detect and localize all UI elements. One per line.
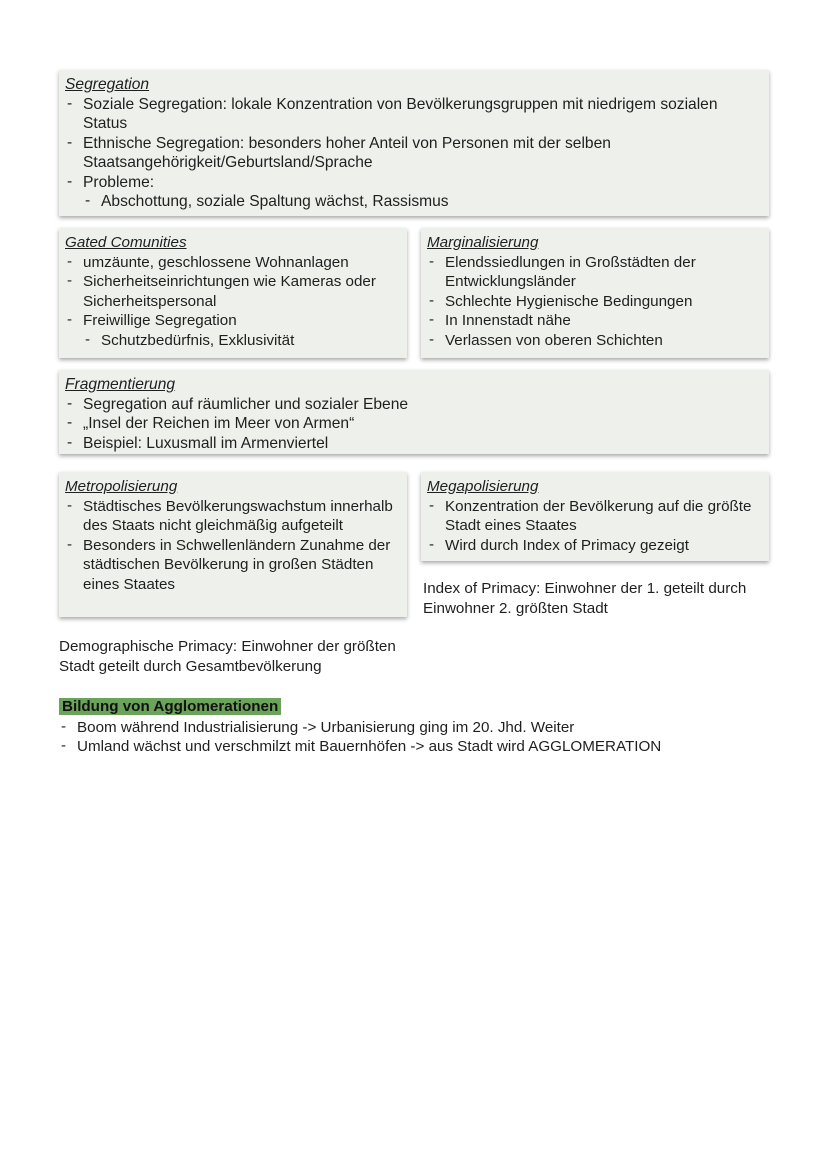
metropolisierung-list: [65, 497, 401, 595]
gated-communities-list: [65, 253, 401, 351]
agglomeration-heading: Bildung von Agglomerationen: [59, 698, 281, 715]
megapolisierung-box: [421, 472, 769, 561]
marginalisierung-list: [427, 253, 763, 351]
list-item: [65, 173, 763, 212]
segregation-box: [59, 70, 769, 216]
index-of-primacy-note: Index of Primacy: Einwohner der 1. geteilt durch Einwohner 2. größten Stadt: [423, 580, 747, 617]
list-item: - Sicherheitseinrichtungen wie Kameras oder Sicherheitspersonal: [65, 272, 401, 311]
fragmentierung-title: Fragmentierung: [65, 376, 176, 393]
segregation-title: Segregation: [65, 76, 150, 93]
list-item: - Verlassen von oberen Schichten: [427, 331, 763, 351]
gated-communities-sublist: [83, 331, 401, 351]
list-item: - Ethnische Segregation: besonders hoher Anteil von Personen mit der selben Staatsangehörigkeit/Geburtsland/Sprache: [65, 134, 763, 173]
segregation-sublist: [83, 192, 763, 212]
agglomeration-list: [59, 718, 779, 757]
list-subitem: - Schutzbedürfnis, Exklusivität: [83, 331, 401, 351]
list-item-label: Probleme:: [83, 173, 155, 191]
list-item: - „Insel der Reichen im Meer von Armen“: [65, 414, 763, 434]
list-item: - Soziale Segregation: lokale Konzentration von Bevölkerungsgruppen mit niedrigem sozialen Status: [65, 95, 763, 134]
list-item: [65, 311, 401, 350]
list-item: - In Innenstadt nähe: [427, 311, 763, 331]
list-item: - umzäunte, geschlossene Wohnanlagen: [65, 253, 401, 273]
megapolisierung-list: [427, 497, 763, 556]
marginalisierung-box: [421, 228, 769, 358]
list-item: - Umland wächst und verschmilzt mit Bauernhöfen -> aus Stadt wird AGGLOMERATION: [59, 737, 779, 757]
list-item: - Schlechte Hygienische Bedingungen: [427, 292, 763, 312]
list-item: - Wird durch Index of Primacy gezeigt: [427, 536, 763, 556]
gated-communities-title: Gated Comunities: [65, 234, 187, 251]
metropolisierung-box: [59, 472, 407, 617]
list-item: - Konzentration der Bevölkerung auf die größte Stadt eines Staates: [427, 497, 763, 536]
metropolisierung-title: Metropolisierung: [65, 478, 178, 495]
list-item: - Beispiel: Luxusmall im Armenviertel: [65, 434, 763, 454]
demographic-primacy-note: Demographische Primacy: Einwohner der größten Stadt geteilt durch Gesamtbevölkerung: [59, 638, 396, 675]
fragmentierung-list: [65, 395, 763, 454]
marginalisierung-title: Marginalisierung: [427, 234, 539, 251]
megapolisierung-title: Megapolisierung: [427, 478, 539, 495]
list-item: - Städtisches Bevölkerungswachstum innerhalb des Staats nicht gleichmäßig aufgeteilt: [65, 497, 401, 536]
list-subitem: - Abschottung, soziale Spaltung wächst, Rassismus: [83, 192, 763, 212]
list-item: - Boom während Industrialisierung -> Urbanisierung ging im 20. Jhd. Weiter: [59, 718, 779, 738]
list-item: - Besonders in Schwellenländern Zunahme der städtischen Bevölkerung in großen Städten eines Staates: [65, 536, 401, 595]
fragmentierung-box: [59, 370, 769, 454]
list-item: - Elendssiedlungen in Großstädten der Entwicklungsländer: [427, 253, 763, 292]
list-item: - Segregation auf räumlicher und sozialer Ebene: [65, 395, 763, 415]
agglomeration-section: [59, 697, 779, 757]
gated-communities-box: [59, 228, 407, 358]
segregation-list: [65, 95, 763, 212]
list-item-label: Freiwillige Segregation: [83, 312, 237, 329]
